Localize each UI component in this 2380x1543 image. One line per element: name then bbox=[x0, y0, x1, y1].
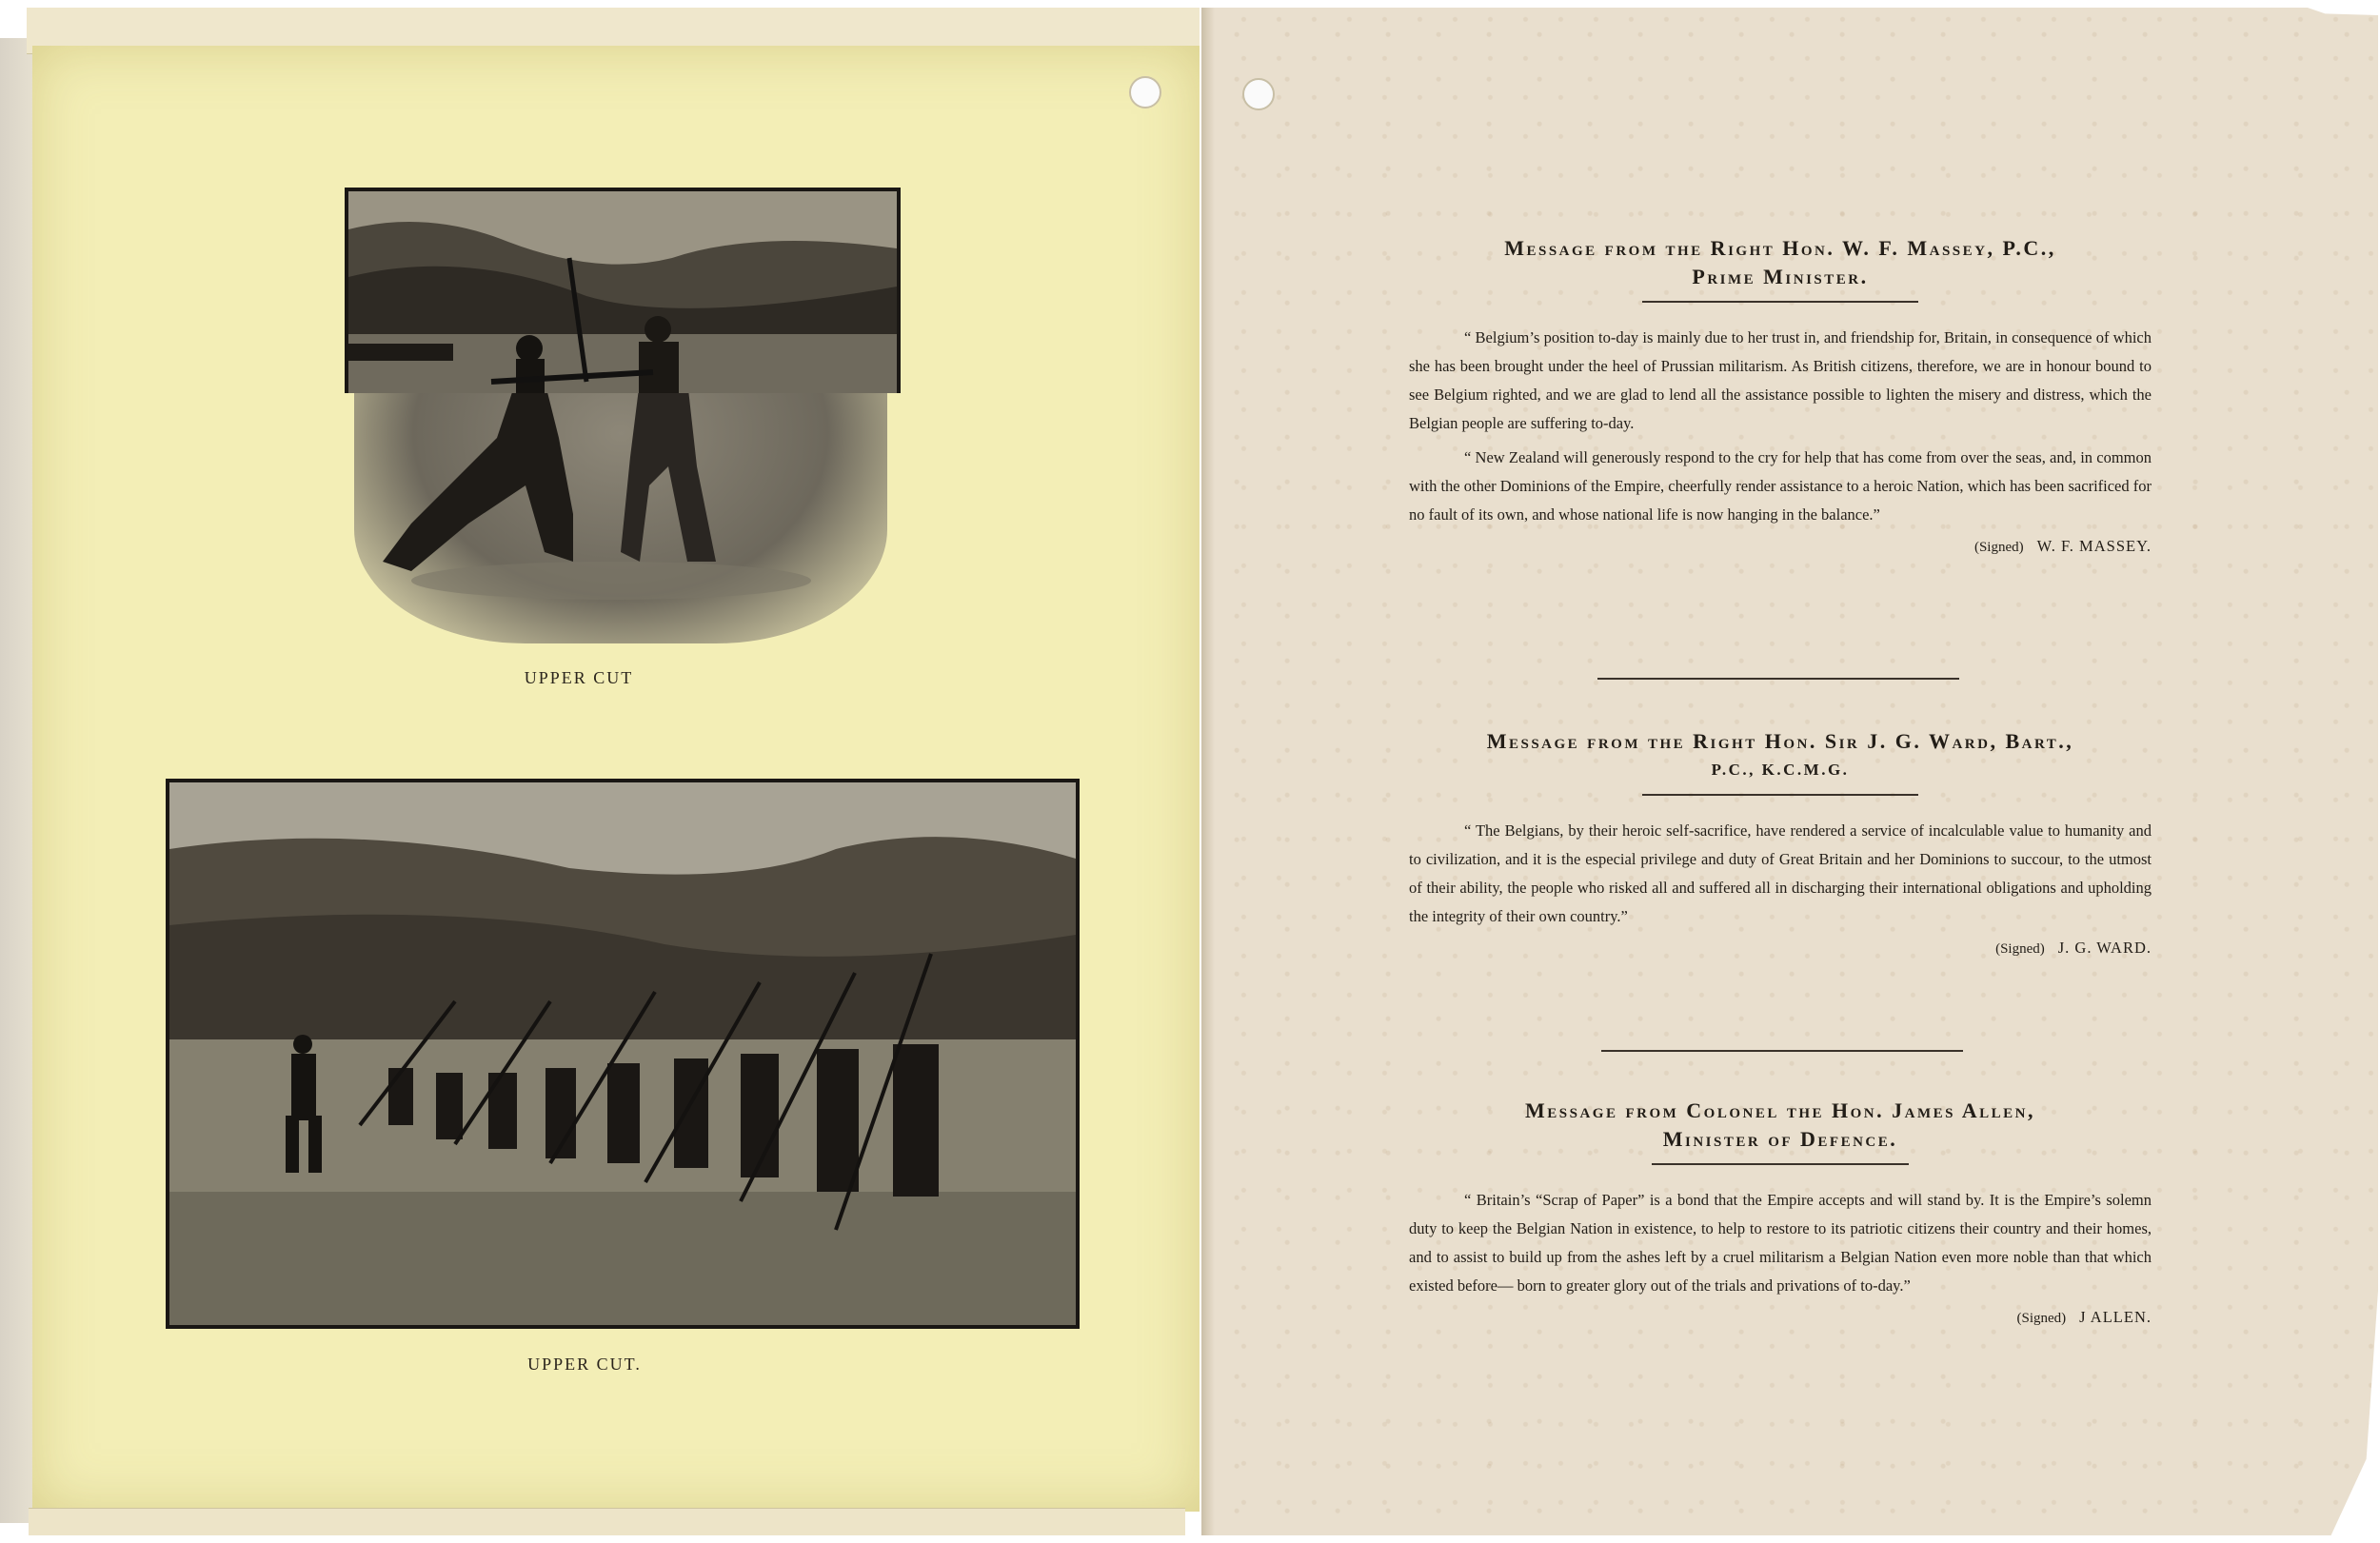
caption-upper-cut-top: UPPER CUT bbox=[524, 668, 634, 687]
message-massey-signature bbox=[1409, 537, 2152, 556]
punch-hole-right bbox=[1242, 78, 1275, 110]
message-massey-paragraph-1: “ Belgium’s position to-day is mainly due to her trust in, and friendship for, Britain, in consequence of which she has been brought under the heel of Prussian militarism. As British citizens, therefore, we are in honour bound to see Belgium righted, and we are glad to lend all the assistance possible to lighten the misery and distress, which the Belgian people are suffering to-day. bbox=[1409, 328, 2152, 432]
message-allen-signature bbox=[1409, 1308, 2152, 1327]
message-allen-paragraph-1: “ Britain’s “Scrap of Paper” is a bond that the Empire accepts and will stand by. It is the Empire’s solemn duty to keep the Belgian Nation in existence, to help to restore to its patriotic citizens their country and their homes, and to assist to build up from the ashes left by a cruel militarism a Belgian Nation even more noble than that which existed before— born to greater glory out of the trials and privations of to-day.” bbox=[1409, 1191, 2152, 1295]
message-ward-signature bbox=[1409, 939, 2152, 958]
separator-1 bbox=[1597, 678, 1959, 680]
message-allen-heading bbox=[1409, 1097, 2152, 1154]
caption-upper-cut-bottom: UPPER CUT. bbox=[527, 1355, 642, 1374]
message-massey-paragraph-2: “ New Zealand will generously respond to the cry for help that has come from over the seas, and, in common with the other Dominions of the Empire, cheerfully render assistance to a heroic Nation, which has been sacrificed for no fault of its own, and whose national life is now hanging in the balance.” bbox=[1409, 448, 2152, 524]
photo-upper-cut-small bbox=[345, 188, 901, 393]
message-ward-signed-label: (Signed) bbox=[1995, 941, 2045, 957]
left-page-bottom-strip bbox=[29, 1508, 1185, 1535]
message-ward-heading-line1: Message from the Right Hon. Sir J. G. Ward, Bart., bbox=[1486, 729, 2074, 753]
photo-upper-cut-drill bbox=[166, 779, 1080, 1329]
message-ward-paragraph-1: “ The Belgians, by their heroic self-sacrifice, have rendered a service of incalculable value to humanity and to civilization, and it is the especial privilege and duty of Great Britain and her Dominions to succour, to the utmost of their ability, the people who risked all and suffered all in discharging their international obligations and upholding the integrity of their own country.” bbox=[1409, 821, 2152, 925]
right-page-gutter bbox=[1201, 8, 1215, 1535]
photo-upper-cut-ground bbox=[354, 381, 887, 643]
separator-2 bbox=[1601, 1050, 1963, 1052]
message-ward-heading bbox=[1409, 727, 2152, 784]
message-massey-heading bbox=[1409, 234, 2152, 291]
message-massey-heading-line2: Prime Minister. bbox=[1692, 265, 1869, 288]
photo-upper-cut-drill-image bbox=[169, 782, 1076, 1325]
photo-upper-cut-small-image bbox=[348, 191, 897, 393]
message-massey bbox=[1409, 234, 2152, 556]
punch-hole-left bbox=[1129, 76, 1161, 109]
message-allen-signed-name: J ALLEN. bbox=[2079, 1308, 2152, 1326]
message-massey-signed-label: (Signed) bbox=[1973, 540, 2024, 555]
message-massey-heading-line1: Message from the Right Hon. W. F. Massey, P.C., bbox=[1504, 236, 2056, 260]
message-allen bbox=[1409, 1097, 2152, 1327]
message-allen-signed-label: (Signed) bbox=[2016, 1311, 2067, 1326]
message-massey-signed-name: W. F. MASSEY. bbox=[2036, 537, 2152, 555]
message-allen-heading-line1: Message from Colonel the Hon. James Allen, bbox=[1525, 1098, 2035, 1122]
message-ward-heading-line2: P.C., K.C.M.G. bbox=[1711, 761, 1850, 779]
message-ward bbox=[1409, 727, 2152, 958]
message-allen-heading-line2: Minister of Defence. bbox=[1662, 1127, 1898, 1151]
photo-vignette-upper-cut bbox=[354, 381, 887, 643]
message-ward-signed-name: J. G. WARD. bbox=[2057, 939, 2152, 957]
